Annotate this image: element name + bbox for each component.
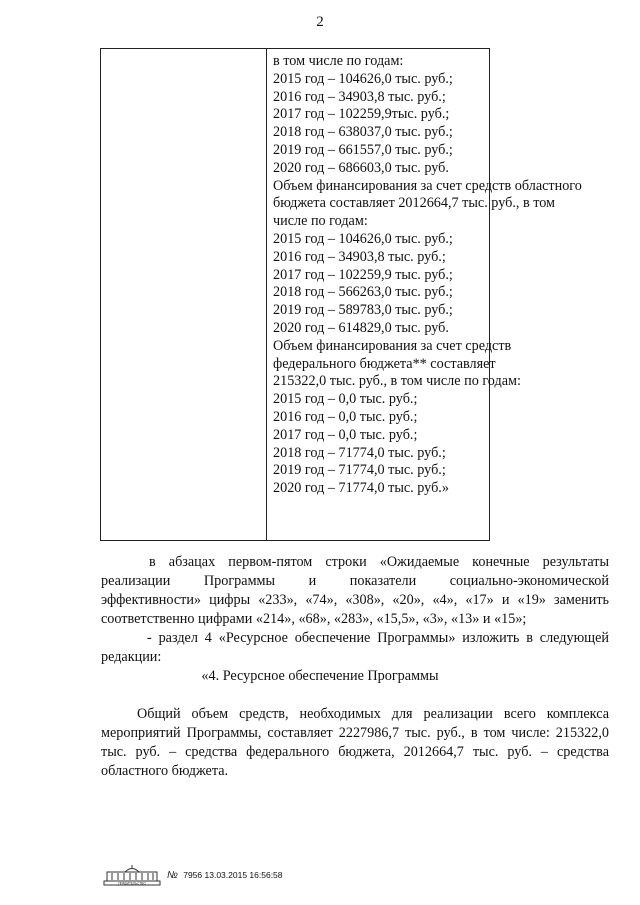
resource-table [100, 48, 582, 541]
paragraph-line: Общий объем средств, необходимых для реализации всего комплекса [137, 706, 609, 722]
table-line: 2016 год – 34903,8 тыс. руб.; [273, 248, 446, 265]
document-registration [167, 870, 283, 881]
section-heading: «4. Ресурсное обеспечение Программы [201, 668, 439, 684]
table-line: 2015 год – 104626,0 тыс. руб.; [273, 230, 453, 247]
paragraph-line: редакции: [101, 649, 162, 665]
table-line: 2018 год – 638037,0 тыс. руб.; [273, 124, 453, 141]
document-timestamp: 13.03.2015 16:56:58 [204, 869, 283, 880]
table-line: 215322,0 тыс. руб., в том числе по годам: [273, 373, 521, 390]
table-line: 2017 год – 102259,9 тыс. руб.; [273, 266, 453, 283]
table-column-divider [266, 49, 267, 540]
resource-paragraph [101, 705, 609, 781]
document-number: 7956 [183, 869, 203, 880]
table-line: 2020 год – 71774,0 тыс. руб.» [273, 480, 449, 497]
table-line: 2018 год – 566263,0 тыс. руб.; [273, 284, 453, 301]
table-line: 2016 год – 0,0 тыс. руб.; [273, 408, 418, 425]
amendment-paragraph-2 [101, 629, 609, 667]
paragraph-line: тыс. руб. – средства федерального бюджета, 2012664,7 тыс. руб. – средства [101, 744, 609, 760]
amendment-paragraph-1 [101, 553, 609, 629]
table-line: 2019 год – 589783,0 тыс. руб.; [273, 302, 453, 319]
table-line: 2019 год – 661557,0 тыс. руб.; [273, 141, 453, 158]
page-number: 2 [316, 14, 324, 30]
table-line: в том числе по годам: [273, 53, 404, 69]
table-line: бюджета составляет 2012664,7 тыс. руб., в том [273, 195, 556, 212]
table-line: 2016 год – 34903,8 тыс. руб.; [273, 88, 446, 105]
table-line: числе по годам: [273, 213, 368, 230]
paragraph-line: реализации Программы и показатели социально-экономической [101, 573, 609, 589]
government-building-icon [103, 864, 161, 886]
table-line: 2017 год – 102259,9тыс. руб.; [273, 106, 450, 123]
paragraph-line: эффективности» цифры «233», «74», «308», «20», «4», «17» и «19» заменить [101, 592, 609, 608]
table-right-cell [273, 53, 582, 498]
paragraph-line: в абзацах первом-пятом строки «Ожидаемые конечные результаты [149, 554, 609, 570]
table-line: Объем финансирования за счет средств областного [273, 177, 582, 194]
number-sign: № [167, 869, 178, 881]
table-line: федерального бюджета** составляет [273, 355, 496, 372]
document-footer [103, 864, 283, 886]
paragraph-line: соответственно цифрами «214», «68», «283», «15,5», «3», «13» и «15»; [101, 611, 527, 627]
paragraph-line: мероприятий Программы, составляет 2227986,7 тыс. руб., в том числе: 215322,0 [101, 725, 609, 741]
paragraph-line: - раздел 4 «Ресурсное обеспечение Программы» изложить в следующей [147, 630, 609, 646]
table-line: 2019 год – 71774,0 тыс. руб.; [273, 462, 446, 479]
table-line: 2015 год – 0,0 тыс. руб.; [273, 391, 418, 408]
table-line: 2020 год – 614829,0 тыс. руб. [273, 319, 449, 336]
paragraph-line: областного бюджета. [101, 763, 229, 779]
table-line: 2017 год – 0,0 тыс. руб.; [273, 426, 418, 443]
table-line: 2018 год – 71774,0 тыс. руб.; [273, 444, 446, 461]
stamp-caption: ПРАВИТЕЛЬСТВО [118, 881, 146, 886]
table-line: 2015 год – 104626,0 тыс. руб.; [273, 70, 453, 87]
table-line: Объем финансирования за счет средств [273, 337, 512, 354]
table-line: 2020 год – 686603,0 тыс. руб. [273, 159, 449, 176]
